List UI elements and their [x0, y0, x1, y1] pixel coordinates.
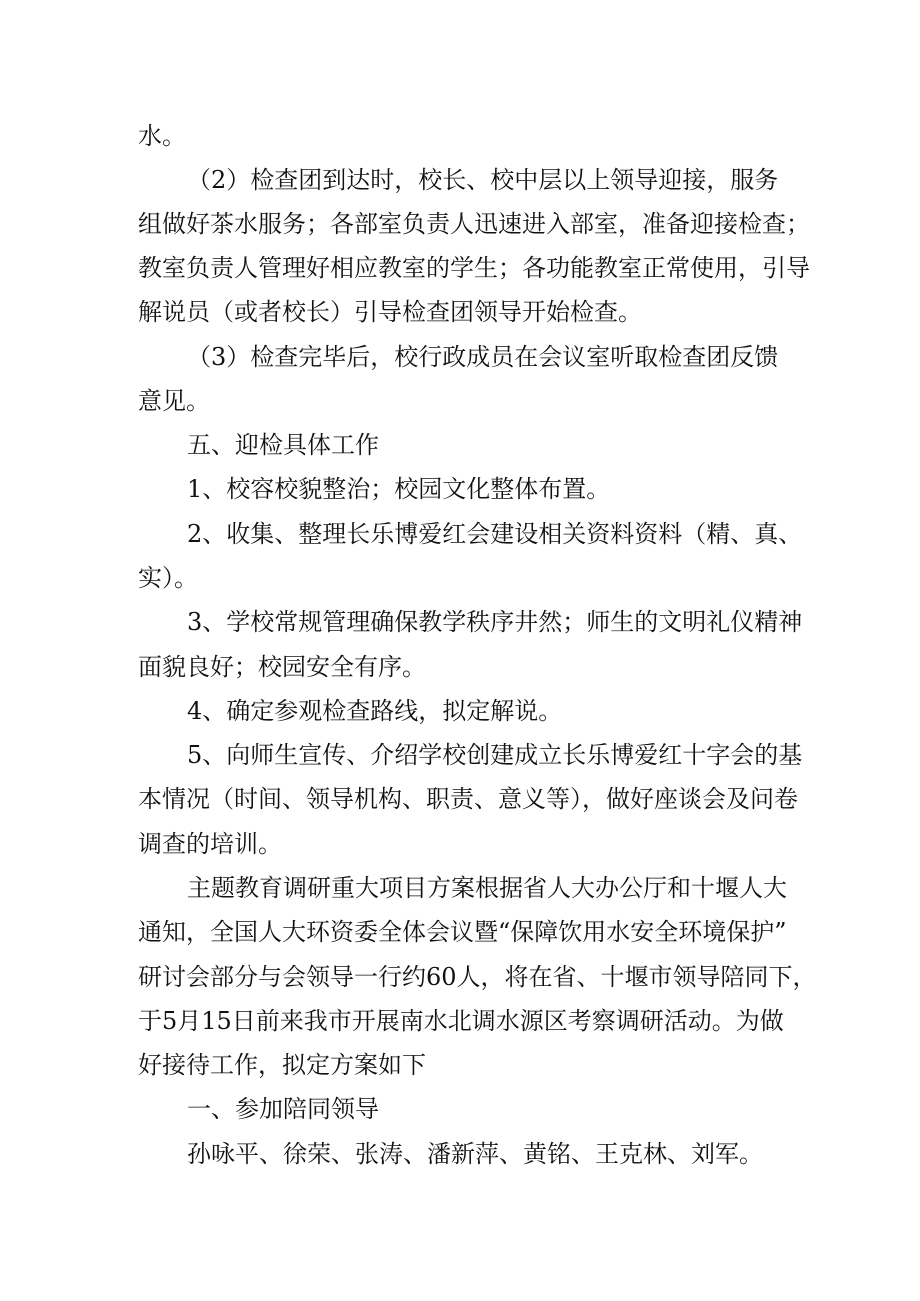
text-line: 实）。 [138, 564, 198, 592]
text-line: 通知，全国人大环资委全体会议暨“保障饮用水安全环境保护” [138, 918, 787, 946]
section-heading: 五、迎检具体工作 [187, 431, 379, 459]
text-line: 2、收集、整理长乐博爱红会建设相关资料资料（精、真、 [187, 520, 803, 548]
section-heading: 一、参加陪同领导 [187, 1095, 379, 1123]
text-line: 研讨会部分与会领导一行约60人，将在省、十堰市领导陪同下， [138, 963, 817, 991]
text-line: 孙咏平、徐荣、张涛、潘新萍、黄铭、王克林、刘军。 [187, 1140, 763, 1168]
text-line: （3）检查完毕后，校行政成员在会议室听取检查团反馈 [187, 343, 779, 371]
text-line: 本情况（时间、领导机构、职责、意义等），做好座谈会及问卷 [138, 785, 798, 813]
text-line: 水。 [138, 122, 186, 150]
text-line: 主题教育调研重大项目方案根据省人大办公厅和十堰人大 [187, 874, 787, 902]
text-line: 组做好茶水服务；各部室负责人迅速进入部室，准备迎接检查； [138, 210, 810, 238]
text-line: 面貌良好；校园安全有序。 [138, 653, 426, 681]
text-line: 4、确定参观检查路线，拟定解说。 [187, 697, 563, 725]
text-line: 5、向师生宣传、介绍学校创建成立长乐博爱红十字会的基 [187, 741, 803, 769]
text-line: 好接待工作，拟定方案如下 [138, 1051, 426, 1079]
text-line: 于5月15日前来我市开展南水北调水源区考察调研活动。为做 [138, 1007, 784, 1035]
text-line: 教室负责人管理好相应教室的学生；各功能教室正常使用，引导 [138, 254, 810, 282]
text-line: 意见。 [138, 387, 210, 415]
text-line: 解说员（或者校长）引导检查团领导开始检查。 [138, 298, 642, 326]
text-line: 调查的培训。 [138, 830, 282, 858]
text-line: （2）检查团到达时，校长、校中层以上领导迎接，服务 [187, 166, 779, 194]
text-line: 3、学校常规管理确保教学秩序井然；师生的文明礼仪精神 [187, 608, 803, 636]
text-line: 1、校容校貌整治；校园文化整体布置。 [187, 475, 611, 503]
